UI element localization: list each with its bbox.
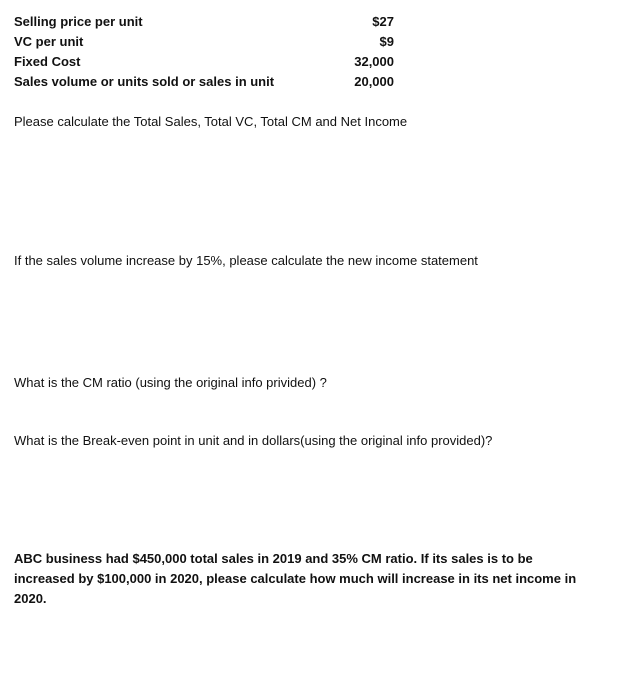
question-totals: Please calculate the Total Sales, Total VC, Total CM and Net Income <box>14 114 408 129</box>
question-cm-ratio: What is the CM ratio (using the original info privided) ? <box>14 375 327 390</box>
row-value: 32,000 <box>354 54 394 69</box>
table-row-fixed-cost <box>14 52 394 72</box>
table-row-vc-per-unit <box>14 32 394 52</box>
question-break-even: What is the Break-even point in unit and in dollars(using the original info provided)? <box>14 433 493 448</box>
row-label: Fixed Cost <box>14 54 81 69</box>
row-value: $27 <box>372 14 394 29</box>
table-row-selling-price <box>14 12 394 32</box>
row-label: Sales volume or units sold or sales in unit <box>14 74 275 89</box>
row-label: VC per unit <box>14 34 84 49</box>
question-abc-business: ABC business had $450,000 total sales in 2019 and 35% CM ratio. If its sales is to be increased by $100,000 in 2020, please calculate how much will increase in its net income in 2020. <box>14 551 577 606</box>
row-label: Selling price per unit <box>14 14 143 29</box>
row-value: $9 <box>379 34 394 49</box>
row-value: 20,000 <box>354 74 394 89</box>
question-sales-increase: If the sales volume increase by 15%, please calculate the new income statement <box>14 253 478 268</box>
table-row-sales-volume <box>14 72 394 92</box>
